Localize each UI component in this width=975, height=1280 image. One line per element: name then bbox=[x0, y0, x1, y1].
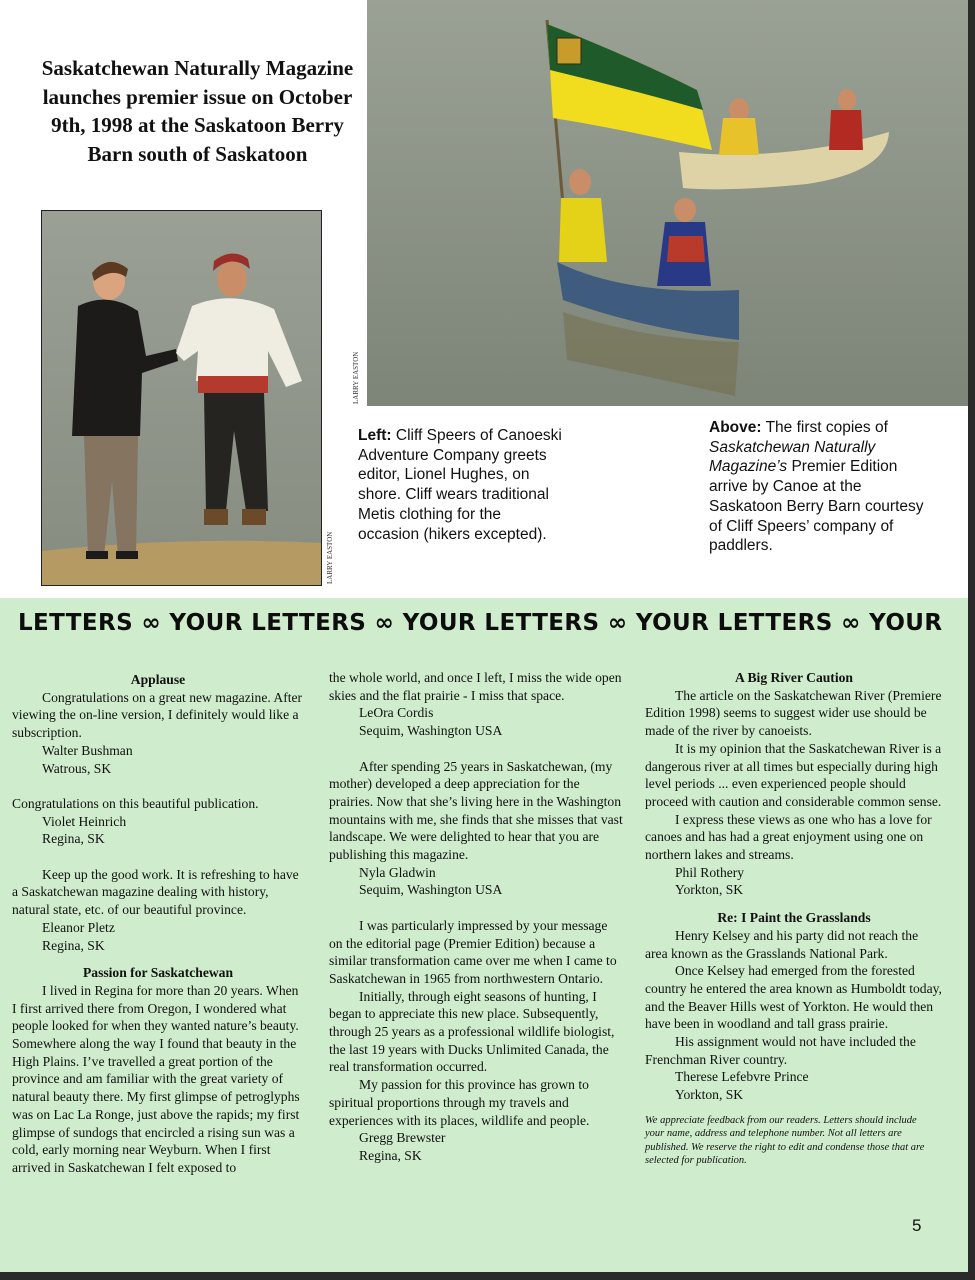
letter-body: I express these views as one who has a love for canoes and has had a great enjoyment using one on northern lakes and streams. bbox=[645, 811, 932, 863]
letter-body: The article on the Saskatchewan River (Premiere Edition 1998) seems to suggest wider use should be made of the river by canoeists. bbox=[645, 687, 942, 739]
letter-location: Watrous, SK bbox=[42, 760, 112, 776]
caption-left-text: Cliff Speers of Canoeski Adventure Company greets editor, Lionel Hughes, on shore. Cliff wears traditional Metis clothing for the occasion (hikers excepted). bbox=[358, 427, 562, 543]
caption-right-magazine-title: Saskatchewan Naturally Magazine’s bbox=[709, 438, 876, 476]
caption-left-label: Left: bbox=[358, 427, 392, 444]
letter-location: Regina, SK bbox=[359, 1147, 422, 1163]
letter-body: It is my opinion that the Saskatchewan River is a dangerous river at all times but especially during high level periods ... even experienced people should proceed with caution and considerable common sense. bbox=[645, 740, 942, 809]
headline: Saskatchewan Naturally Magazine launches premier issue on October 9th, 1998 at the Saskatoon Berry Barn south of Saskatoon bbox=[41, 56, 354, 166]
letter-location: Regina, SK bbox=[42, 937, 105, 953]
letter-signature: Nyla Gladwin bbox=[359, 864, 436, 880]
photo-credit-right: LARRY EASTON bbox=[352, 351, 360, 404]
caption-right-text-b: Premier Edition arrive by Canoe at the Saskatoon Berry Barn courtesy of Cliff Speers’ company of paddlers. bbox=[709, 458, 924, 555]
letter-location: Regina, SK bbox=[42, 831, 105, 847]
caption-right-text-a: The first copies of bbox=[765, 419, 888, 436]
letter-location: Sequim, Washington USA bbox=[359, 723, 503, 739]
letter-body: I was particularly impressed by your message on the editorial page (Premier Edition) because a similar transformation came over me when I came to Saskatchewan in 1965 from northwestern Ontario. bbox=[329, 917, 617, 986]
letter-signature: Phil Rothery bbox=[675, 864, 745, 880]
caption-left bbox=[358, 426, 563, 544]
letter-body: Once Kelsey had emerged from the forested country he entered the area known as Humboldt today, and the Beaver Hills west of Yorkton. He would then have been in woodland and tall grass prairie. bbox=[645, 963, 942, 1032]
letters-banner: LETTERS ∞ YOUR LETTERS ∞ YOUR LETTERS ∞ YOUR LETTERS ∞ YOUR bbox=[18, 610, 943, 636]
letter-signature: Violet Heinrich bbox=[42, 813, 127, 829]
letter-location: Yorkton, SK bbox=[675, 882, 744, 898]
letter-body: Congratulations on this beautiful publication. bbox=[12, 795, 259, 811]
letter-body: My passion for this province has grown to spiritual proportions through my travels and experiences with its places, wildlife and people. bbox=[329, 1077, 590, 1128]
letter-signature: LeOra Cordis bbox=[359, 705, 434, 721]
photo-handshake bbox=[41, 210, 322, 586]
letters-column-2 bbox=[329, 669, 624, 1165]
letter-heading: Applause bbox=[130, 672, 186, 687]
caption-right bbox=[709, 418, 924, 556]
caption-right-label: Above: bbox=[709, 419, 762, 436]
letter-body: Congratulations on a great new magazine. After viewing the on-line version, I definitely would like a subscription. bbox=[12, 689, 303, 741]
letter-signature: Therese Lefebvre Prince bbox=[675, 1069, 809, 1085]
letter-body: Initially, through eight seasons of hunting, I began to appreciate this new place. Subsequently, through 25 years as a professional wildlife biologist, the last 19 years with Ducks Unlimited Canada, the real transformation occurred. bbox=[329, 988, 615, 1075]
letter-location: Yorkton, SK bbox=[675, 1087, 744, 1103]
letter-location: Sequim, Washington USA bbox=[359, 882, 503, 898]
letter-body: Henry Kelsey and his party did not reach the area known as the Grasslands National Park. bbox=[645, 927, 919, 961]
letters-policy-note: We appreciate feedback from our readers. Letters should include your name, address and telephone number. Not all letters are published. We reserve the right to edit and condense those that are selected for publication. bbox=[645, 1114, 925, 1167]
letter-body: His assignment would not have included the Frenchman River country. bbox=[645, 1034, 916, 1067]
letter-body: Keep up the good work. It is refreshing to have a Saskatchewan magazine dealing with history, natural state, etc. of our beautiful province. bbox=[12, 866, 299, 918]
photo-canoes bbox=[367, 0, 968, 406]
letter-heading: Re: I Paint the Grasslands bbox=[717, 910, 871, 926]
letter-signature: Gregg Brewster bbox=[359, 1130, 446, 1146]
letter-body: I lived in Regina for more than 20 years. When I first arrived there from Oregon, I wondered what people looked for when they wanted nature’s beauty. Somewhere along the way I found that beauty in the High Plains. I’ve travelled a great portion of the province and am familiar with the great variety of natural beauty there. My first glimpse of petroglyphs was on Lac La Ronge, just above the rapids; my first glimpse of sundogs that encircled a rising sun was a cold, early morning near Weyburn. When I first arrived in Saskatchewan I felt exposed to bbox=[12, 982, 300, 1175]
photo-credit-left: LARRY EASTON bbox=[326, 531, 334, 584]
letter-heading: A Big River Caution bbox=[735, 670, 853, 685]
letters-column-3 bbox=[645, 669, 943, 1168]
letter-heading: Passion for Saskatchewan bbox=[82, 965, 234, 981]
letter-signature: Walter Bushman bbox=[42, 742, 133, 758]
letters-section bbox=[0, 598, 968, 1272]
page-number: 5 bbox=[912, 1216, 922, 1235]
letter-signature: Eleanor Pletz bbox=[42, 919, 115, 935]
letter-body: After spending 25 years in Saskatchewan, (my mother) developed a deep appreciation for the prairies. Now that she’s living here in the Washington mountains with me, she finds that she misses that vast landscape. We were delighted to hear that you are publishing this magazine. bbox=[329, 758, 623, 863]
letters-column-1 bbox=[12, 671, 304, 1177]
letter-body: the whole world, and once I left, I miss the wide open skies and the flat prairie - I miss that space. bbox=[329, 670, 622, 703]
